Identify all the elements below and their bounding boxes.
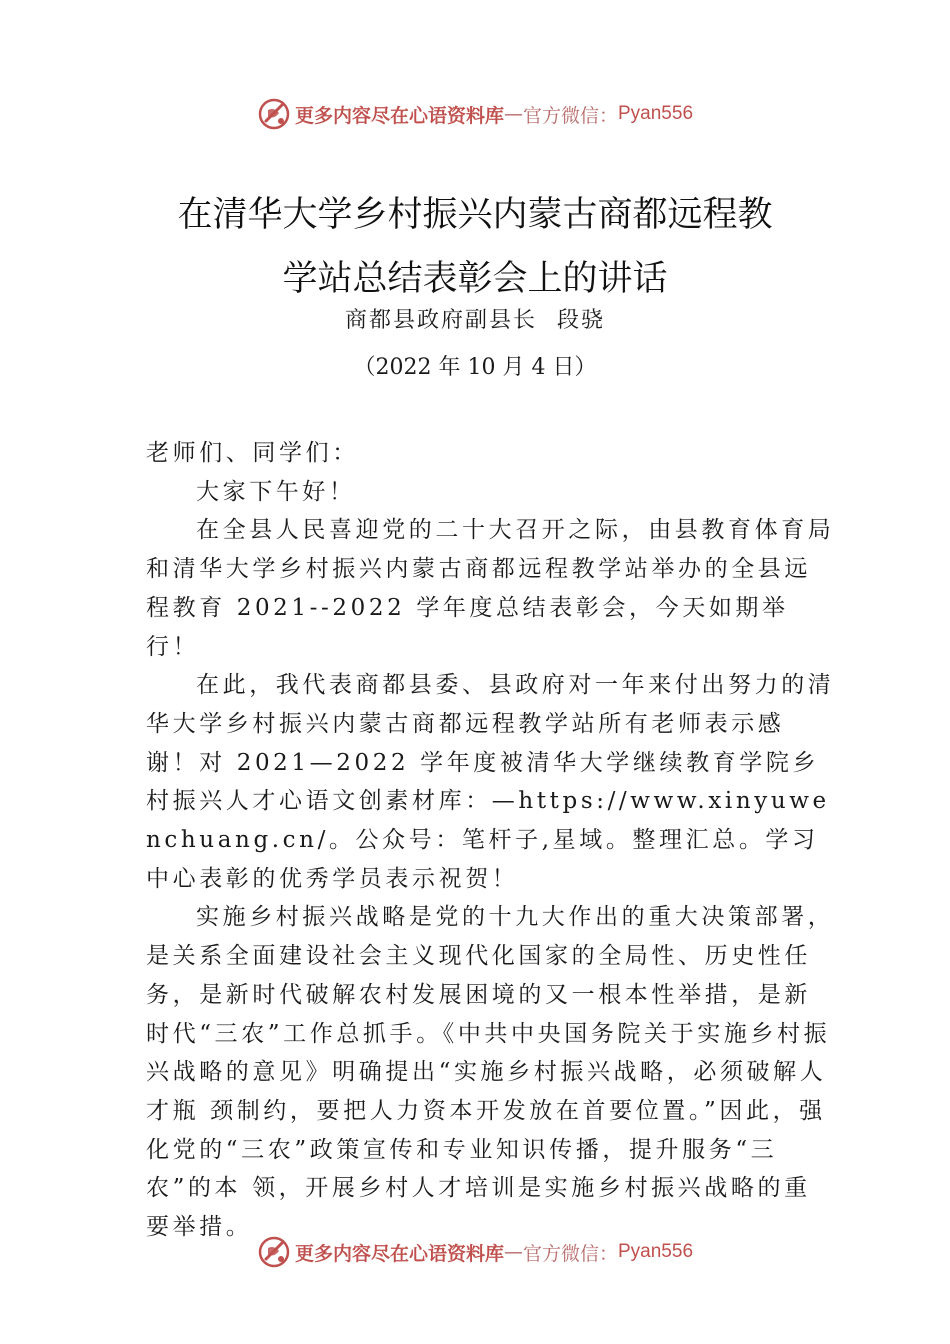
watermark-dash: — — [503, 1241, 523, 1263]
watermark-dash: — — [503, 103, 523, 125]
paragraph-opening: 在全县人民喜迎党的二十大召开之际，由县教育体育局和清华大学乡村振兴内蒙古商都远程教学站举办的全县远程教育 2021--2022 学年度总结表彰会，今天如期举行！ — [146, 517, 835, 660]
logo-icon — [257, 1235, 291, 1269]
paragraph-strategy: 实施乡村振兴战略是党的十九大作出的重大决策部署，是关系全面建设社会主义现代化国家的全局性、历史性任务，是新时代破解农村发展困境的又一根本性举措，是新时代“三农”工作总抓手。《中共中央国务院关于实施乡村振兴战略的意见》明确提出“实施乡村振兴战略，必须破解人才瓶 颈制约，要把人力资本开发放在首要位置。”因此，强化党的“三农”政策宣传和专业知识传播，提升服务“三农”的本 领，开展乡村人才培训是实施乡村振兴战略的重要举措。 — [146, 904, 835, 1241]
title-line-1: 在清华大学乡村振兴内蒙古商都远程教 — [177, 195, 773, 235]
watermark-sub-text: 官方微信： — [522, 104, 618, 127]
author-position: 商都县政府副县长 — [344, 308, 537, 333]
watermark-main-text: 更多内容尽在心语资料库 — [294, 104, 504, 127]
paragraph-greeting: 大家下午好！ — [196, 478, 356, 505]
speech-body — [146, 434, 836, 1247]
title-line-2: 学站总结表彰会上的讲话 — [282, 259, 668, 299]
footer-watermark — [0, 1234, 950, 1270]
watermark-sub-text: 官方微信： — [522, 1242, 618, 1265]
speech-date: （2022 年 10 月 4 日） — [353, 355, 597, 380]
watermark-wechat-id: Pyan556 — [618, 103, 694, 124]
header-watermark — [0, 96, 950, 132]
watermark-wechat-id: Pyan556 — [618, 1241, 694, 1262]
logo-icon — [257, 97, 291, 131]
watermark-main-text: 更多内容尽在心语资料库 — [294, 1242, 504, 1265]
author-name: 段骁 — [557, 308, 606, 333]
paragraph-thanks: 在此，我代表商都县委、县政府对一年来付出努力的清华大学乡村振兴内蒙古商都远程教学站所有老师表示感谢！对 2021—2022 学年度被清华大学继续教育学院乡村振兴人才心语文创素材库：—https://www.xinyuwenchuang.cn/。公众号：笔杆子,星域。整理汇总。学习中心表彰的优秀学员表示祝贺！ — [146, 672, 835, 892]
author-line — [0, 303, 950, 334]
salutation: 老师们、同学们： — [146, 440, 359, 466]
